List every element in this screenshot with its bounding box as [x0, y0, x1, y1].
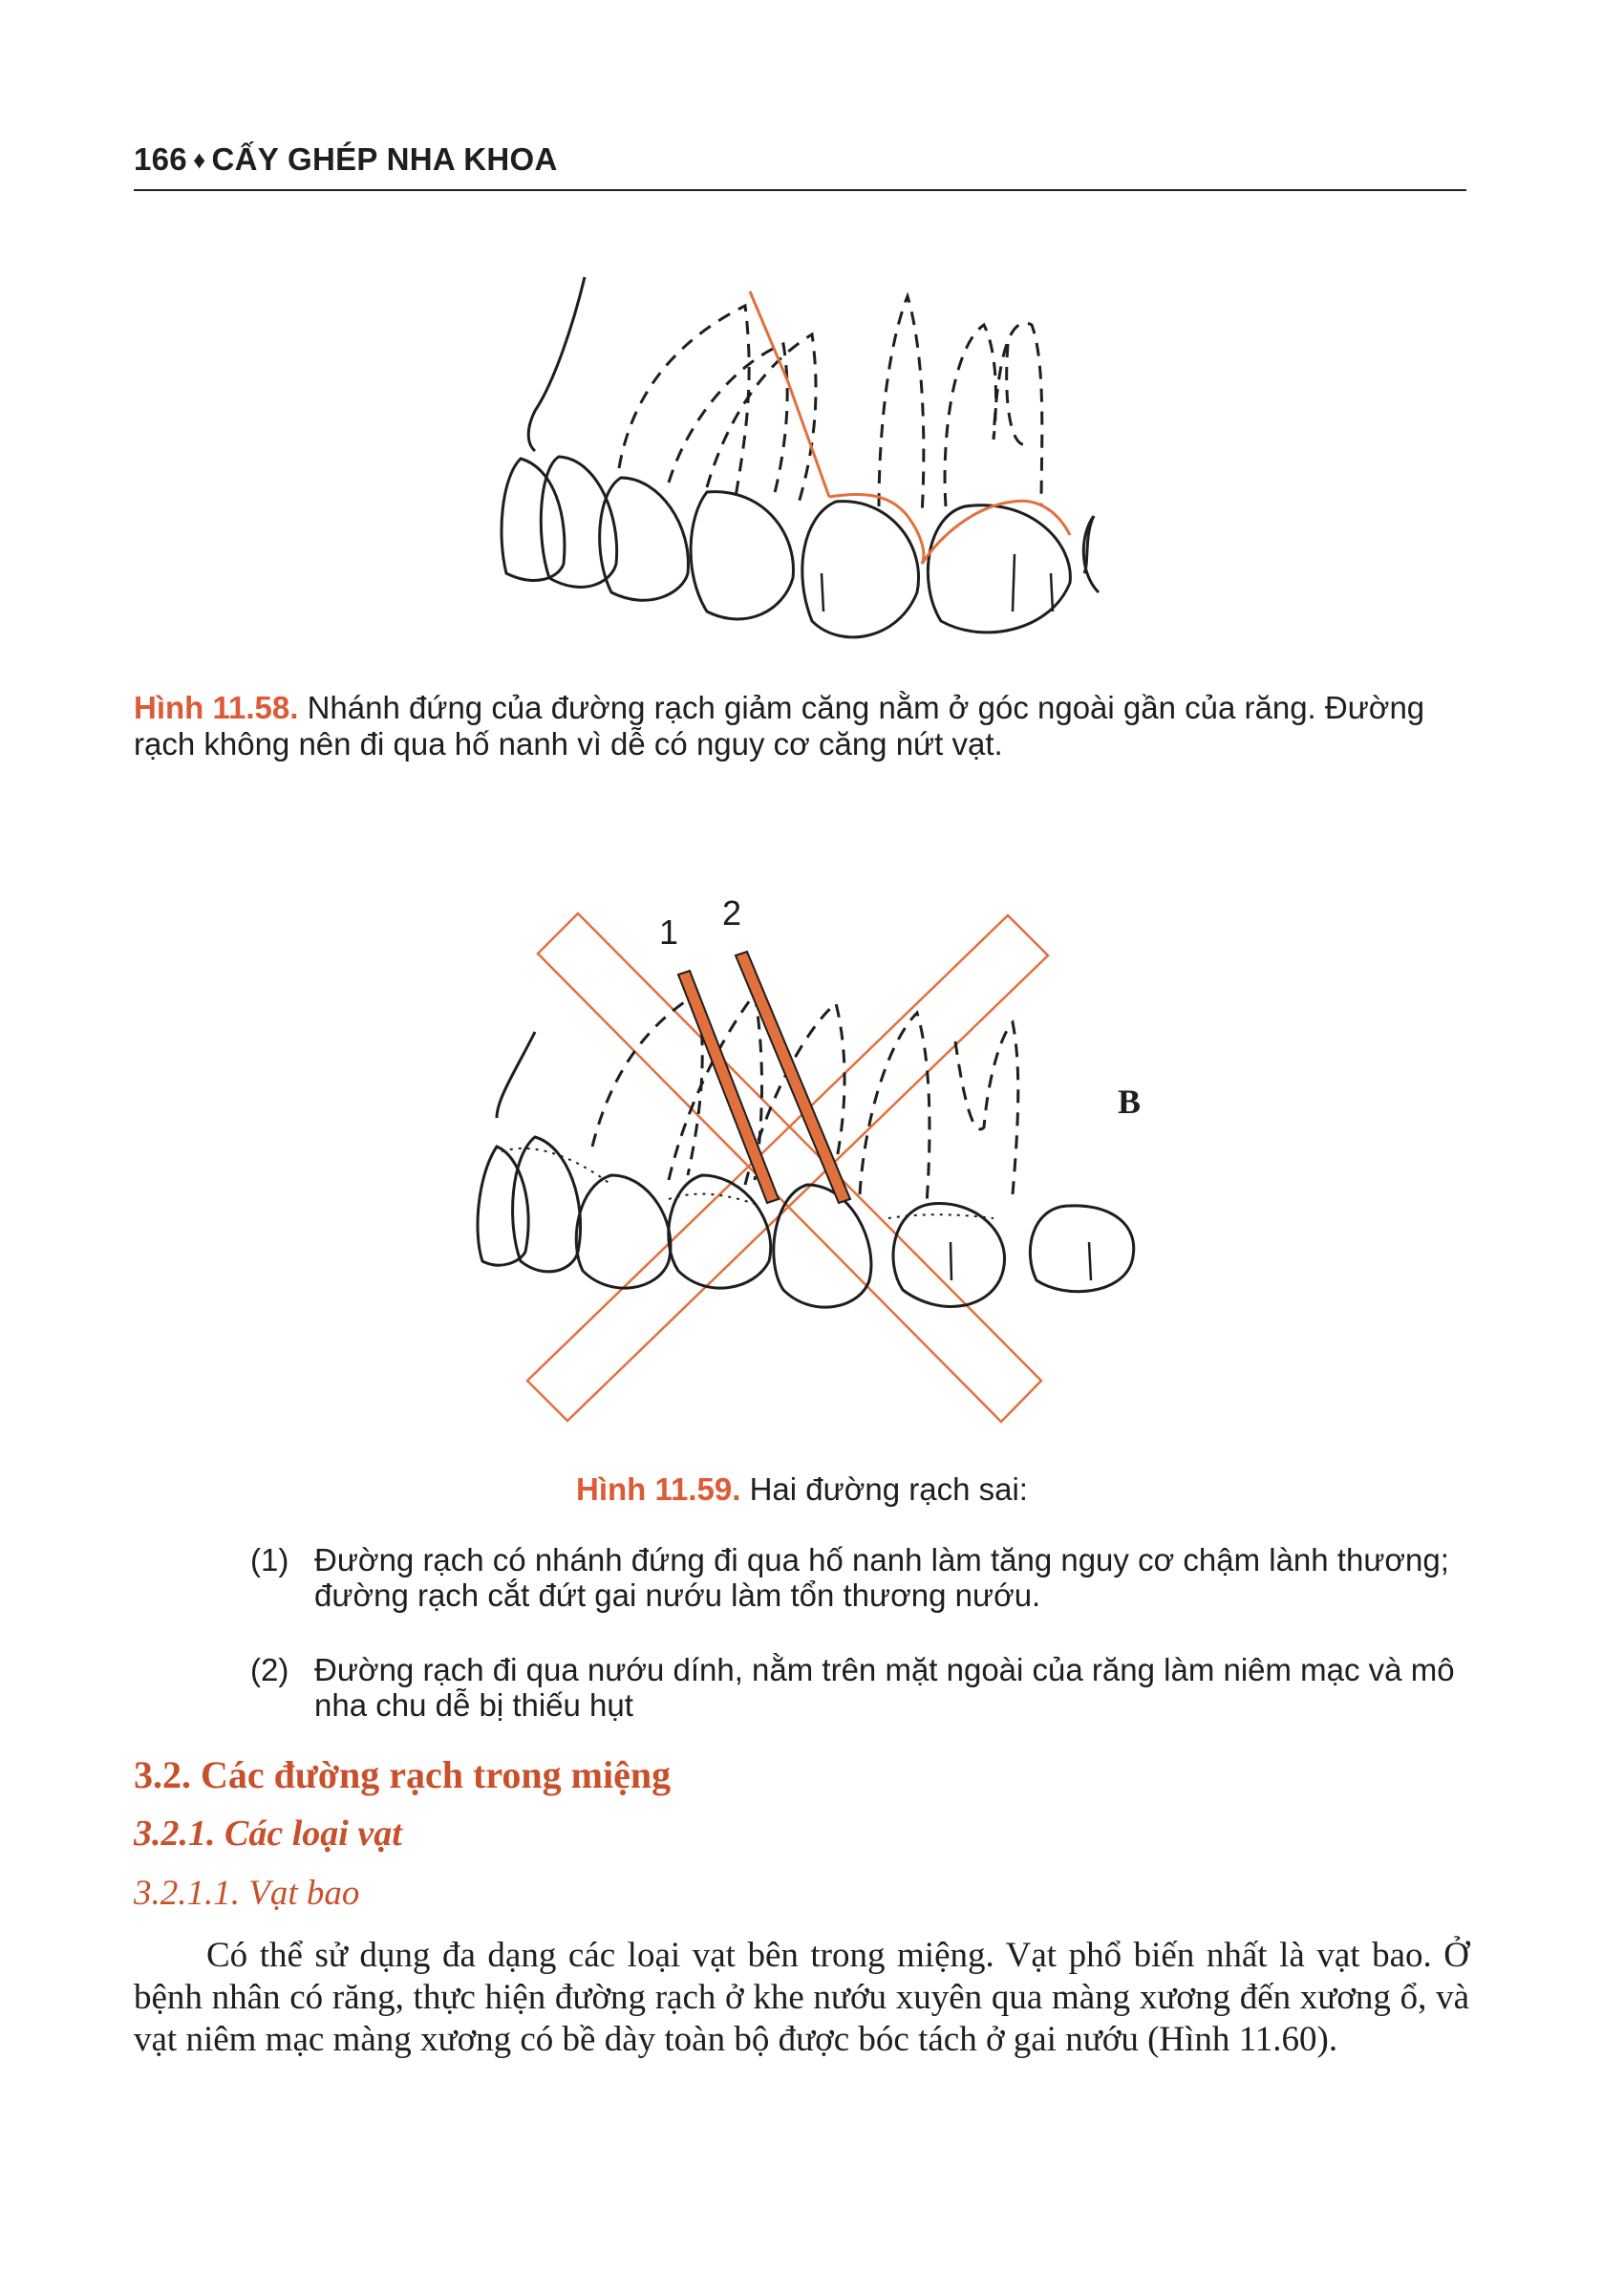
list-text: Đường rạch có nhánh đứng đi qua hố nanh làm tăng nguy cơ chậm lành thương; đường rạch cắt đứt gai nướu làm tổn thương nướu. [314, 1542, 1449, 1613]
cross-stroke-2 [527, 915, 1048, 1421]
figure-label: Hình 11.59. [576, 1471, 741, 1507]
incision-marker-2: 2 [722, 893, 742, 933]
cross-stroke-1 [538, 913, 1041, 1422]
list-number: (1) [250, 1542, 289, 1577]
body-paragraph: Có thể sử dụng đa dạng các loại vạt bên trong miệng. Vạt phổ biến nhất là vạt bao. Ở bệnh nhân có răng, thực hiện đường rạch ở khe nướu xuyên qua màng xương đến xương ổ, và vạt niêm mạc màng xương có bề dày toàn bộ được bóc tách ở gai nướu (Hình 11.60). [134, 1936, 1469, 2059]
list-number: (2) [250, 1652, 289, 1687]
diamond-icon: ♦ [192, 145, 206, 174]
list-item [250, 1542, 1466, 1613]
section-heading: 3.2. Các đường rạch trong miệng [134, 1753, 672, 1796]
subsubsection-heading: 3.2.1.1. Vạt bao [134, 1874, 360, 1913]
caption-text: Hai đường rạch sai: [740, 1471, 1028, 1507]
caption-text: Nhánh đứng của đường rạch giảm căng nằm ở góc ngoài gần của răng. Đường rạch không nên đi qua hố nanh vì dễ có nguy cơ căng nứt vạt. [134, 690, 1425, 762]
list-text: Đường rạch đi qua nướu dính, nằm trên mặt ngoài của răng làm niêm mạc và mô nha chu dễ bị thiếu hụt [314, 1652, 1455, 1723]
panel-letter: B [1118, 1083, 1142, 1121]
figure-11-59-caption [576, 1471, 1028, 1508]
list-item [250, 1652, 1466, 1723]
book-title: CẤY GHÉP NHA KHOA [211, 141, 558, 177]
subsection-heading: 3.2.1. Các loại vạt [134, 1813, 402, 1854]
page-number: 166 [134, 141, 187, 177]
incision-marker-1: 1 [659, 912, 679, 952]
figure-label: Hình 11.58. [134, 690, 299, 725]
